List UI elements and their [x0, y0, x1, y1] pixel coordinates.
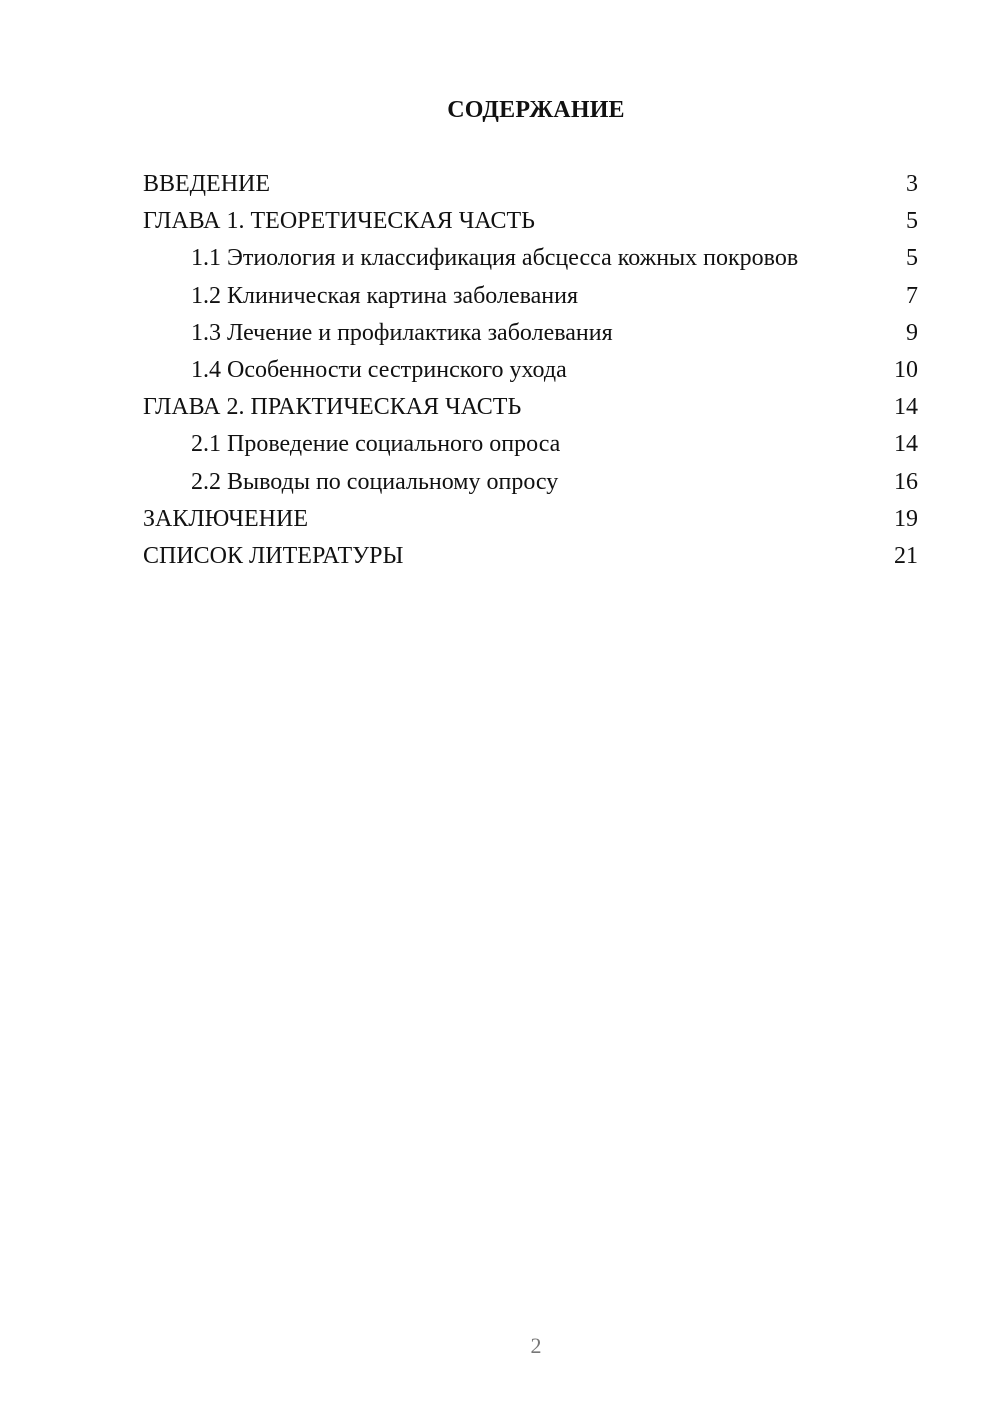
toc-entry-section-1-4[interactable]	[143, 352, 918, 389]
toc-entry-label: СПИСОК ЛИТЕРАТУРЫ	[143, 542, 404, 569]
table-of-contents	[143, 166, 918, 575]
toc-entry-label: 2.1 Проведение социального опроса	[191, 431, 561, 458]
toc-entry-label: 1.3 Лечение и профилактика заболевания	[191, 319, 613, 346]
toc-entry-chapter-1[interactable]	[143, 203, 918, 240]
toc-entry-page: 5	[906, 208, 918, 235]
toc-entry-label: ГЛАВА 1. ТЕОРЕТИЧЕСКАЯ ЧАСТЬ	[143, 208, 535, 235]
toc-entry-conclusion[interactable]	[143, 501, 918, 538]
toc-entry-label: 1.2 Клиническая картина заболевания	[191, 282, 578, 309]
toc-entry-page: 9	[906, 319, 918, 346]
toc-entry-page: 16	[894, 468, 918, 495]
toc-entry-label: 2.2 Выводы по социальному опросу	[191, 468, 559, 495]
page-number: 2	[530, 1333, 542, 1358]
toc-entry-label: 1.4 Особенности сестринского ухода	[191, 356, 567, 383]
toc-entry-section-2-1[interactable]	[143, 426, 918, 463]
toc-entry-label: ВВЕДЕНИЕ	[143, 171, 271, 197]
toc-entry-page: 3	[906, 171, 918, 197]
toc-entry-page: 21	[894, 542, 918, 569]
toc-entry-section-1-1[interactable]	[143, 240, 918, 277]
toc-entry-section-2-2[interactable]	[143, 464, 918, 501]
toc-entry-chapter-2[interactable]	[143, 389, 918, 426]
toc-entry-page: 10	[894, 356, 918, 383]
toc-entry-label: 1.1 Этиология и классификация абсцесса кожных покровов	[191, 245, 799, 272]
page-title: СОДЕРЖАНИЕ	[447, 97, 625, 123]
toc-entry-bibliography[interactable]	[143, 538, 918, 575]
toc-entry-page: 5	[906, 245, 918, 272]
toc-entry-section-1-2[interactable]	[143, 278, 918, 315]
toc-entry-label: ЗАКЛЮЧЕНИЕ	[143, 505, 308, 532]
toc-entry-page: 14	[894, 394, 918, 421]
toc-entry-section-1-3[interactable]	[143, 315, 918, 352]
toc-entry-page: 7	[906, 282, 918, 309]
toc-entry-page: 14	[894, 431, 918, 458]
toc-entry-introduction[interactable]	[143, 166, 918, 203]
toc-entry-label: ГЛАВА 2. ПРАКТИЧЕСКАЯ ЧАСТЬ	[143, 394, 522, 421]
toc-entry-page: 19	[894, 505, 918, 532]
